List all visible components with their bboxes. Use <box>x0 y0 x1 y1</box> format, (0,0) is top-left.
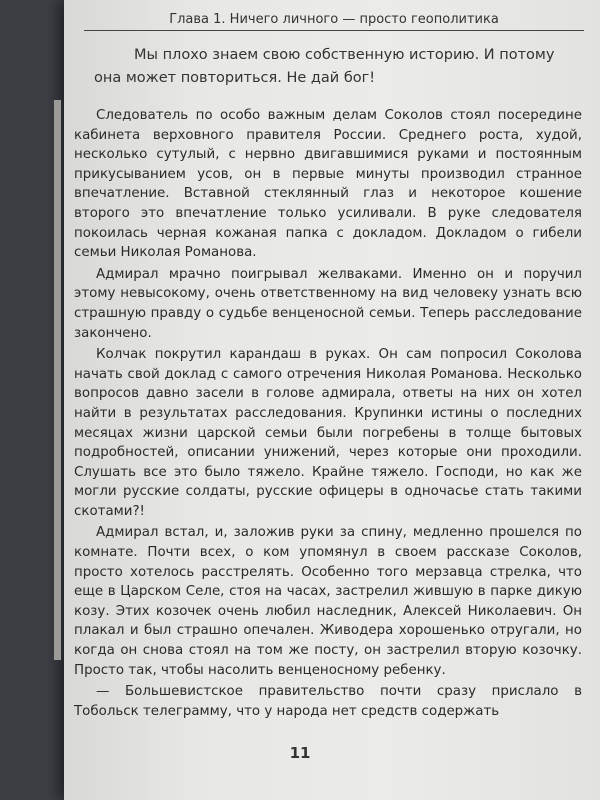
paragraph-2: Адмирал мрачно поигрывал желваками. Именно он и поручил этому невысокому, очень ответственному на вид человеку узнать всю страшную правду о судьбе венценосной семьи. Теперь расследование закончено. <box>74 266 582 341</box>
paragraph-3: Колчак покрутил карандаш в руках. Он сам попросил Соколова начать свой доклад с самого отречения Николая Романова. Несколько вопросов давно засели в голове адмирала, ответы на них он хотел найти в результатах расследования. Крупинки истины о последних месяцах жизни царской семьи были погребены в толще бытовых подробностей, описании унижений, через которые они проходили. Слушать все это было тяжело. Крайне тяжело. Господи, но как же могли русские солдаты, русские офицеры в одночасье стать такими скотами?! <box>74 347 582 519</box>
intro-text <box>94 44 580 90</box>
quote-bar <box>54 100 61 660</box>
paragraph-1: Следователь по особо важным делам Соколов стоял посередине кабинета верховного правителя России. Среднего роста, худой, несколько сутулый, с нервно двигавшимися руками и постоянным прикусыванием усов, он в первые минуты производил странное впечатление. Вставной стеклянный глаз и некоторое кошение второго это впечатление только усиливали. В руке следователя покоилась черная кожаная папка с докладом. Докладом о гибели семьи Николая Романова. <box>74 108 582 261</box>
paragraph-4: Адмирал встал, и, заложив руки за спину, медленно прошелся по комнате. Почти всех, о ком упомянул в своем рассказе Соколов, просто хотелось расстрелять. Особенно того мерзавца стрелка, что еще в Царском Селе, стоя на часах, застрелил жившую в парке дикую козу. Этих козочек очень любил наследник, Алексей Николаевич. Он плакал и был страшно опечален. Живодера хорошенько отругали, но когда он снова стоял на том же посту, он застрелил вторую козочку. Просто так, чтобы насолить венценосному ребенку. <box>74 525 582 678</box>
running-header: Глава 1. Ничего личного — просто геополитика <box>84 12 584 31</box>
body-text <box>74 106 582 723</box>
intro-paragraph: Мы плохо знаем свою собственную историю. И потому она может повториться. Не дай бог! <box>94 47 555 86</box>
page-number: 11 <box>289 744 311 762</box>
paragraph-5: — Большевистское правительство почти сразу прислало в Тобольск телеграмму, что у народа нет средств содержать <box>74 684 582 719</box>
